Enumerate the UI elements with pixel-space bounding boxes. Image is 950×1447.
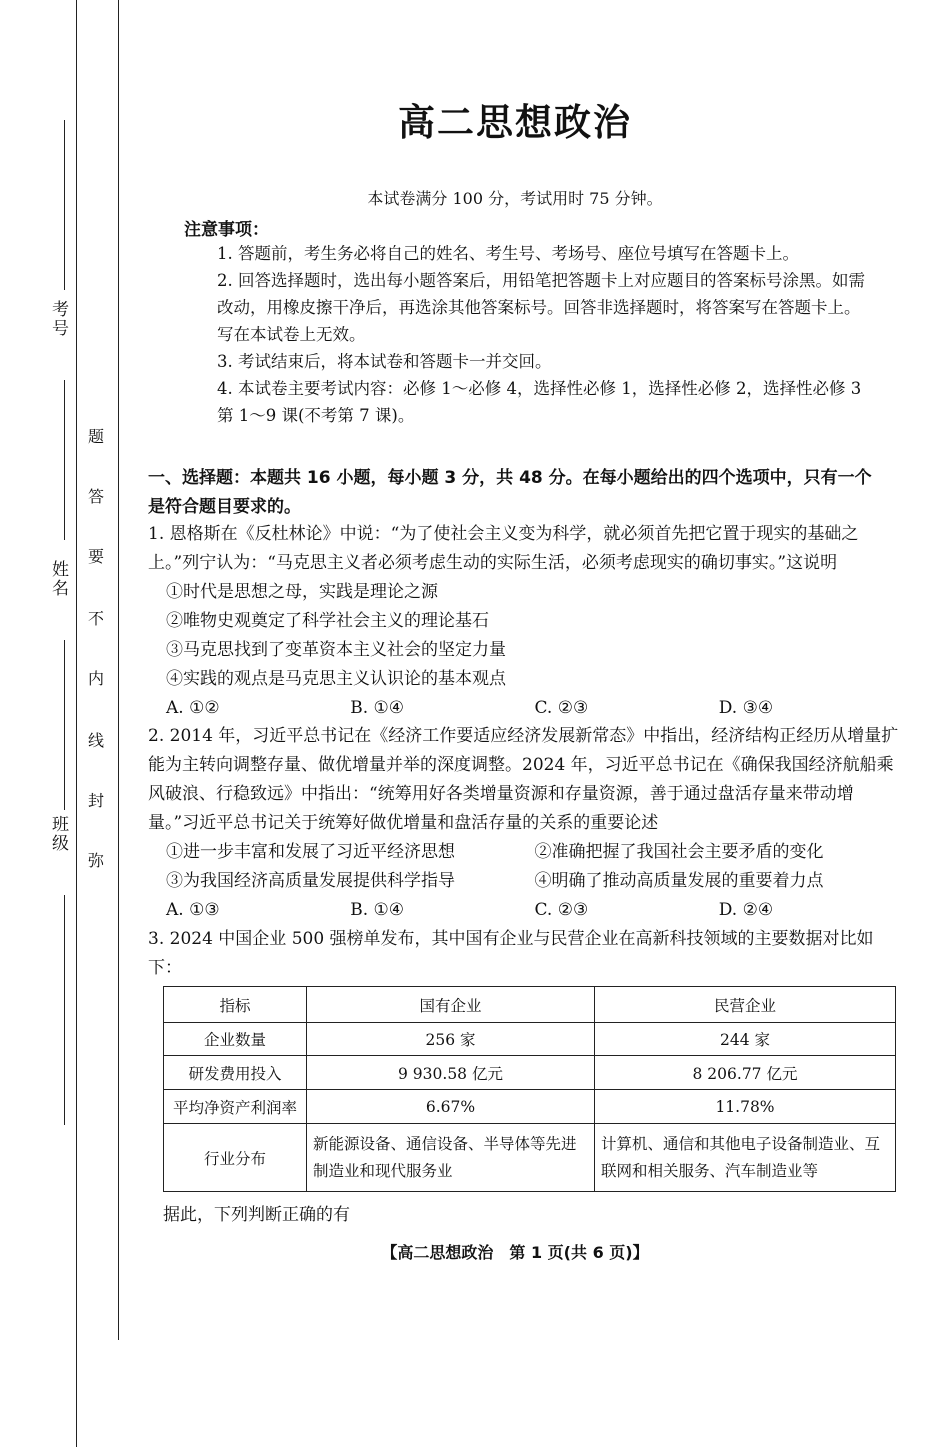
banji-label: 班级 [48, 815, 68, 853]
table-row [164, 1056, 896, 1090]
statement-option: ③马克思找到了变革资本主义社会的坚定力量 [166, 640, 506, 660]
table-cell: 研发费用投入 [164, 1056, 307, 1090]
banji-blank [64, 895, 65, 1125]
answer-choices [148, 694, 903, 723]
choice-d[interactable]: D. ③④ [718, 698, 774, 718]
choice-b[interactable]: B. ①④ [350, 900, 405, 920]
table-header-cell: 国有企业 [307, 987, 595, 1023]
statement-option: ③为我国经济高质量发展提供科学指导 [166, 871, 455, 891]
table-cell: 平均净资产利润率 [164, 1090, 307, 1124]
seal-char: 封 [88, 791, 105, 810]
page-footer: 【高二思想政治 第 1 页(共 6 页)】 [381, 1243, 649, 1262]
notice-list [184, 240, 874, 429]
table-row [164, 1090, 896, 1124]
table-cell: 6.67% [307, 1090, 595, 1124]
section-heading: 一、选择题：本题共 16 小题，每小题 3 分，共 48 分。在每小题给出的四个选项中，只有一个是符合题目要求的。 [148, 468, 872, 517]
notice-heading: 注意事项： [184, 220, 269, 240]
xingming-blank [64, 640, 65, 810]
table-cell: 9 930.58 亿元 [307, 1056, 595, 1090]
choice-b[interactable]: B. ①④ [350, 698, 405, 718]
table-row [164, 1124, 896, 1192]
choice-d[interactable]: D. ②④ [718, 900, 774, 920]
question-3 [148, 925, 903, 983]
notice-item: 3. 考试结束后，将本试卷和答题卡一并交回。 [217, 352, 552, 371]
table-cell: 行业分布 [164, 1124, 307, 1192]
exam-intro: 本试卷满分 100 分，考试用时 75 分钟。 [367, 189, 663, 208]
margin-line-outer [76, 0, 77, 1447]
table-cell: 计算机、通信和其他电子设备制造业、互联网和相关服务、汽车制造业等 [595, 1124, 896, 1192]
seal-char: 不 [88, 609, 105, 628]
table-cell: 新能源设备、通信设备、半导体等先进制造业和现代服务业 [307, 1124, 595, 1192]
table-cell: 244 家 [595, 1023, 896, 1056]
question-stem: 3. 2024 中国企业 500 强榜单发布，其中国有企业与民营企业在高新科技领域的主要数据对比如下： [148, 929, 874, 978]
table-header-row [164, 987, 896, 1023]
notice-item: 2. 回答选择题时，选出每小题答案后，用铅笔把答题卡上对应题目的答案标号涂黑。如需改动，用橡皮擦干净后，再选涂其他答案标号。回答非选择题时，将答案写在答题卡上。写在本试卷上无效。 [217, 271, 865, 344]
question-follow-text: 据此，下列判断正确的有 [163, 1205, 350, 1225]
question-1 [148, 520, 903, 723]
choice-c[interactable]: C. ②③ [534, 698, 589, 718]
data-table [163, 986, 896, 1192]
choice-a[interactable]: A. ①② [166, 698, 220, 718]
notice-item: 4. 本试卷主要考试内容：必修 1～必修 4，选择性必修 1，选择性必修 2，选择性必修 3 第 1～9 课(不考第 7 课)。 [217, 379, 862, 425]
table-cell: 11.78% [595, 1090, 896, 1124]
seal-char: 线 [88, 731, 105, 750]
question-2 [148, 722, 903, 925]
kaohao-blank-2 [64, 380, 65, 540]
table-header-cell: 指标 [164, 987, 307, 1023]
seal-char: 要 [88, 547, 105, 566]
table-header-cell: 民营企业 [595, 987, 896, 1023]
seal-char: 弥 [88, 851, 105, 870]
table-cell: 8 206.77 亿元 [595, 1056, 896, 1090]
statement-option: ①时代是思想之母，实践是理论之源 [166, 582, 438, 602]
kaohao-label: 考号 [48, 300, 68, 338]
statement-option: ①进一步丰富和发展了习近平经济思想 [166, 842, 455, 862]
question-stem: 2. 2014 年，习近平总书记在《经济工作要适应经济发展新常态》中指出，经济结构正经历从增量扩能为主转向调整存量、做优增量并举的深度调整。2024 年，习近平总书记在《确保我国经济航船乘风破浪、行稳致远》中指出：“统筹用好各类增量资源和存量资源，善于通过盘活存量来带动增量。”习近平总书记关于统筹好做优增量和盘活存量的关系的重要论述 [148, 726, 899, 833]
choice-a[interactable]: A. ①③ [166, 900, 220, 920]
notice-item: 1. 答题前，考生务必将自己的姓名、考生号、考场号、座位号填写在答题卡上。 [217, 244, 799, 263]
table-row [164, 1023, 896, 1056]
seal-char: 题 [88, 427, 105, 446]
question-stem: 1. 恩格斯在《反杜林论》中说：“为了使社会主义变为科学，就必须首先把它置于现实的基础之上。”列宁认为：“马克思主义者必须考虑生动的实际生活，必须考虑现实的确切事实。”这说明 [148, 524, 859, 573]
table-cell: 企业数量 [164, 1023, 307, 1056]
answer-choices [148, 896, 903, 925]
page-title: 高二思想政治 [398, 101, 632, 144]
statement-row [148, 867, 903, 896]
statement-option: ②准确把握了我国社会主要矛盾的变化 [534, 842, 824, 862]
statement-row [148, 838, 903, 867]
xingming-label: 姓名 [48, 560, 68, 598]
choice-c[interactable]: C. ②③ [534, 900, 589, 920]
seal-char: 答 [88, 487, 105, 506]
table-cell: 256 家 [307, 1023, 595, 1056]
statement-option: ②唯物史观奠定了科学社会主义的理论基石 [166, 611, 489, 631]
statement-option: ④明确了推动高质量发展的重要着力点 [534, 871, 824, 891]
seal-char: 内 [88, 669, 105, 688]
statement-option: ④实践的观点是马克思主义认识论的基本观点 [166, 669, 506, 689]
